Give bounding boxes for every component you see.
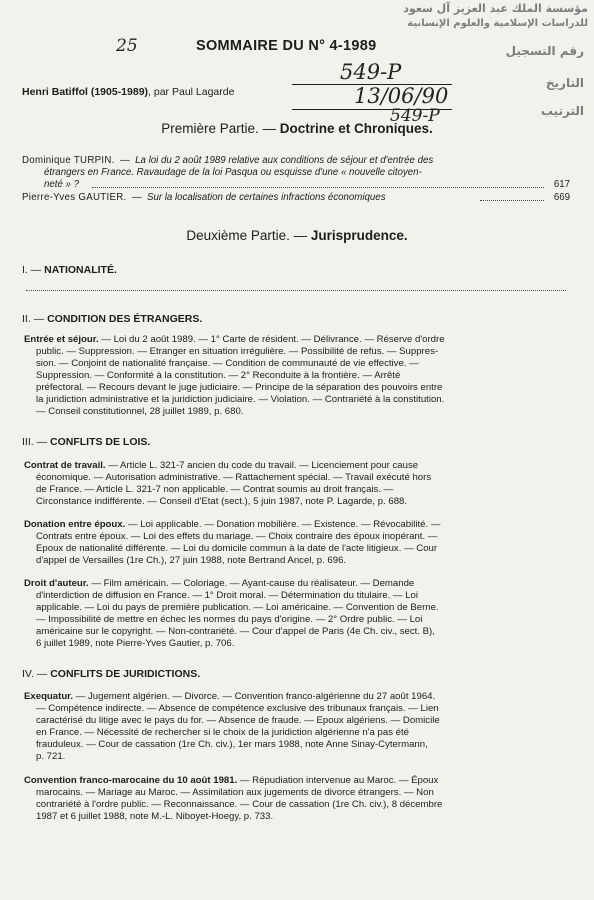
entry-line: 1987 et 6 juillet 1988, note M.-L. Niboyet-Hoegy, p. 733. (36, 811, 274, 822)
entry-line: 6 juillet 1989, note Pierre-Yves Gautier, p. 706. (36, 638, 235, 649)
library-stamp-line-1: مؤسسة الملك عبد العزيز آل سعود (403, 2, 588, 15)
entry-line: caractérisé du litige avec le pays du for. — Absence de fraude. — Epoux algériens. — Domicile (36, 715, 440, 726)
section-heading (22, 668, 200, 680)
entry-line: économique. — Autorisation administrative. — Rattachement spécial. — Travail exécuté hors (36, 472, 432, 483)
stamp-order-label: الترتيب (540, 104, 584, 118)
handwritten-order-number: 549-P (390, 106, 440, 126)
section-title: CONFLITS DE JURIDICTIONS. (50, 668, 201, 680)
entry-donation-epoux (24, 519, 567, 567)
stamp-registration-label: رقم التسجيل (505, 44, 584, 58)
leader-dots (480, 200, 544, 201)
entry-line: — Compétence indirecte. — Absence de compétence exclusive des tribunaux français. — Lien (36, 703, 439, 714)
entry-line: public. — Suppression. — Etranger en situation irrégulière. — Possibilité de refus. — Suppres- (36, 346, 439, 357)
entry-line: — Loi applicable. — Donation mobilière. — Existence. — Révocabilité. — (125, 519, 441, 530)
entry-line: d'appel de Versailles (1re Ch.), 27 juin 1988, note Bertrand Ancel, p. 696. (36, 555, 347, 566)
part-two-heading (0, 228, 594, 243)
page-title: SOMMAIRE DU N° 4-1989 (196, 38, 377, 54)
part-one-prefix: Première Partie. — (161, 121, 280, 136)
entry-head: Entrée et séjour. (24, 334, 99, 345)
entry-line: — Article L. 321-7 ancien du code du travail. — Licenciement pour cause (105, 460, 419, 471)
library-stamp-line-2: للدراسات الإسلامية والعلوم الإنسانية (407, 18, 588, 29)
stamp-date-label: التاريخ (545, 76, 584, 90)
handwritten-registration-number: 549-P (340, 60, 402, 84)
entry-line: applicable. — Loi du pays de première publication. — Loi américaine. — Convention de Berne. (36, 602, 439, 613)
section-heading (22, 436, 150, 448)
entry-line: sion. — Conjoint de nationalité française. — Condition de communauté de vie effective. — (36, 358, 419, 369)
entry-head: Exequatur. (24, 691, 74, 702)
entry-head: Contrat de travail. (24, 460, 106, 471)
entry-line: en France. — Nécessité de rechercher si le choix de la juridiction algérienne n'a pas été (36, 727, 409, 738)
byline-author: Henri Batiffol (1905-1989) (22, 86, 149, 98)
entry-head: Convention franco-marocaine du 10 août 1981. (24, 775, 238, 786)
leader-dots (92, 187, 544, 188)
section-heading (22, 264, 117, 276)
article-title-line: étrangers en France. Ravaudage de la loi Pasqua ou esquisse d'une « nouvelle citoyen- (44, 167, 422, 178)
article-author: Dominique TURPIN. (22, 155, 115, 166)
article-turpin: Dominique TURPIN. — La loi du 2 août 1989 relative aux conditions de séjour et d'entrée des étrangers en France. Ravaudage de la loi Pasqua ou esquisse d'une « nouvelle citoyen- neté » ? 617 (22, 155, 570, 190)
entry-line: p. 721. (36, 751, 66, 762)
article-page: 669 (553, 192, 570, 203)
entry-contrat-travail (24, 460, 567, 508)
article-author: Pierre-Yves GAUTIER. (22, 192, 127, 203)
entry-line: Epoux de nationalité différente. — Loi du domicile commun à la date de l'acte litigieux. — Cour (36, 543, 438, 554)
entry-head: Droit d'auteur. (24, 578, 89, 589)
entry-line: contrariété à l'ordre public. — Reconnaissance. — Cour de cassation (1re Ch. civ.), 8 décembre (36, 799, 443, 810)
article-title-line: neté » ? (44, 179, 80, 190)
entry-line: préfectoral. — Recours devant le juge judiciaire. — Principe de la séparation des pouvoirs entre (36, 382, 443, 393)
part-two-prefix: Deuxième Partie. — (186, 228, 311, 243)
entry-exequatur (24, 691, 567, 763)
part-one-title: Doctrine et Chroniques. (279, 121, 433, 136)
entry-line: américaine sur le copyright. — Non-contrariété. — Cour d'appel de Paris (4e Ch. civ., sect. B), (36, 626, 435, 637)
byline (22, 86, 234, 98)
section-number: II. — (22, 313, 48, 325)
entry-line: — Conseil constitutionnel, 28 juillet 1989, p. 680. (36, 406, 244, 417)
entry-droit-auteur (24, 578, 567, 650)
section-number: III. — (22, 436, 51, 448)
handwritten-date: 13/06/90 (354, 84, 449, 108)
entry-line: d'interdiction de diffusion en France. — 1° Droit moral. — Détermination du titulaire. — Loi (36, 590, 418, 601)
byline-rest: , par Paul Lagarde (148, 86, 235, 98)
empty-section-dots (26, 290, 566, 291)
entry-line: de France. — Article L. 321-7 non applicable. — Contrat soumis au droit français. — (36, 484, 394, 495)
section-title: CONDITION DES ÉTRANGERS. (47, 313, 203, 325)
entry-line: frauduleux. — Cour de cassation (1re Ch. civ.), 1er mars 1988, note Anne Sinay-Cytermann, (36, 739, 428, 750)
part-one-heading (0, 121, 594, 136)
entry-entree-sejour (24, 334, 567, 418)
section-number: IV. — (22, 668, 51, 680)
entry-head: Donation entre époux. (24, 519, 126, 530)
entry-line: — Film américain. — Coloriage. — Ayant-cause du réalisateur. — Demande (88, 578, 415, 589)
section-number: I. — (22, 264, 45, 276)
article-page: 617 (553, 179, 570, 190)
section-heading (22, 313, 202, 325)
entry-line: — Impossibilité de mettre en échec les normes du pays d'origine. — 2° Ordre public. — Loi (36, 614, 423, 625)
entry-convention-franco-marocaine (24, 775, 567, 823)
entry-line: la juridiction administrative et la juridiction judiciaire. — Violation. — Contrariété à la constitution. (36, 394, 445, 405)
entry-line: — Jugement algérien. — Divorce. — Convention franco-algérienne du 27 août 1964. (73, 691, 436, 702)
section-title: CONFLITS DE LOIS. (50, 436, 151, 448)
entry-line: — Répudiation intervenue au Maroc. — Époux (237, 775, 439, 786)
article-title-line: La loi du 2 août 1989 relative aux conditions de séjour et d'entrée des (135, 155, 434, 166)
article-title-line: Sur la localisation de certaines infractions économiques (146, 192, 386, 203)
entry-line: — Loi du 2 août 1989. — 1° Carte de résident. — Délivrance. — Réserve d'ordre (98, 334, 445, 345)
handwritten-page-number: 25 (116, 36, 138, 56)
section-title: NATIONALITÉ. (44, 264, 117, 276)
part-two-title: Jurisprudence. (310, 228, 408, 243)
entry-line: Circonstance indifférente. — Conseil d'Etat (sect.), 5 juin 1987, note P. Lagarde, p. 688. (36, 496, 408, 507)
article-gautier: Pierre-Yves GAUTIER. — Sur la localisation de certaines infractions économiques 669 (22, 192, 570, 203)
entry-line: Suppression. — Conformité à la constitution. — 2° Reconduite à la frontière. — Arrêté (36, 370, 401, 381)
entry-line: marocains. — Mariage au Maroc. — Assimilation aux jugements de divorce étrangers. — Non (36, 787, 434, 798)
entry-line: Contrats entre époux. — Loi des effets du mariage. — Choix contraire des époux inopérant. — (36, 531, 438, 542)
